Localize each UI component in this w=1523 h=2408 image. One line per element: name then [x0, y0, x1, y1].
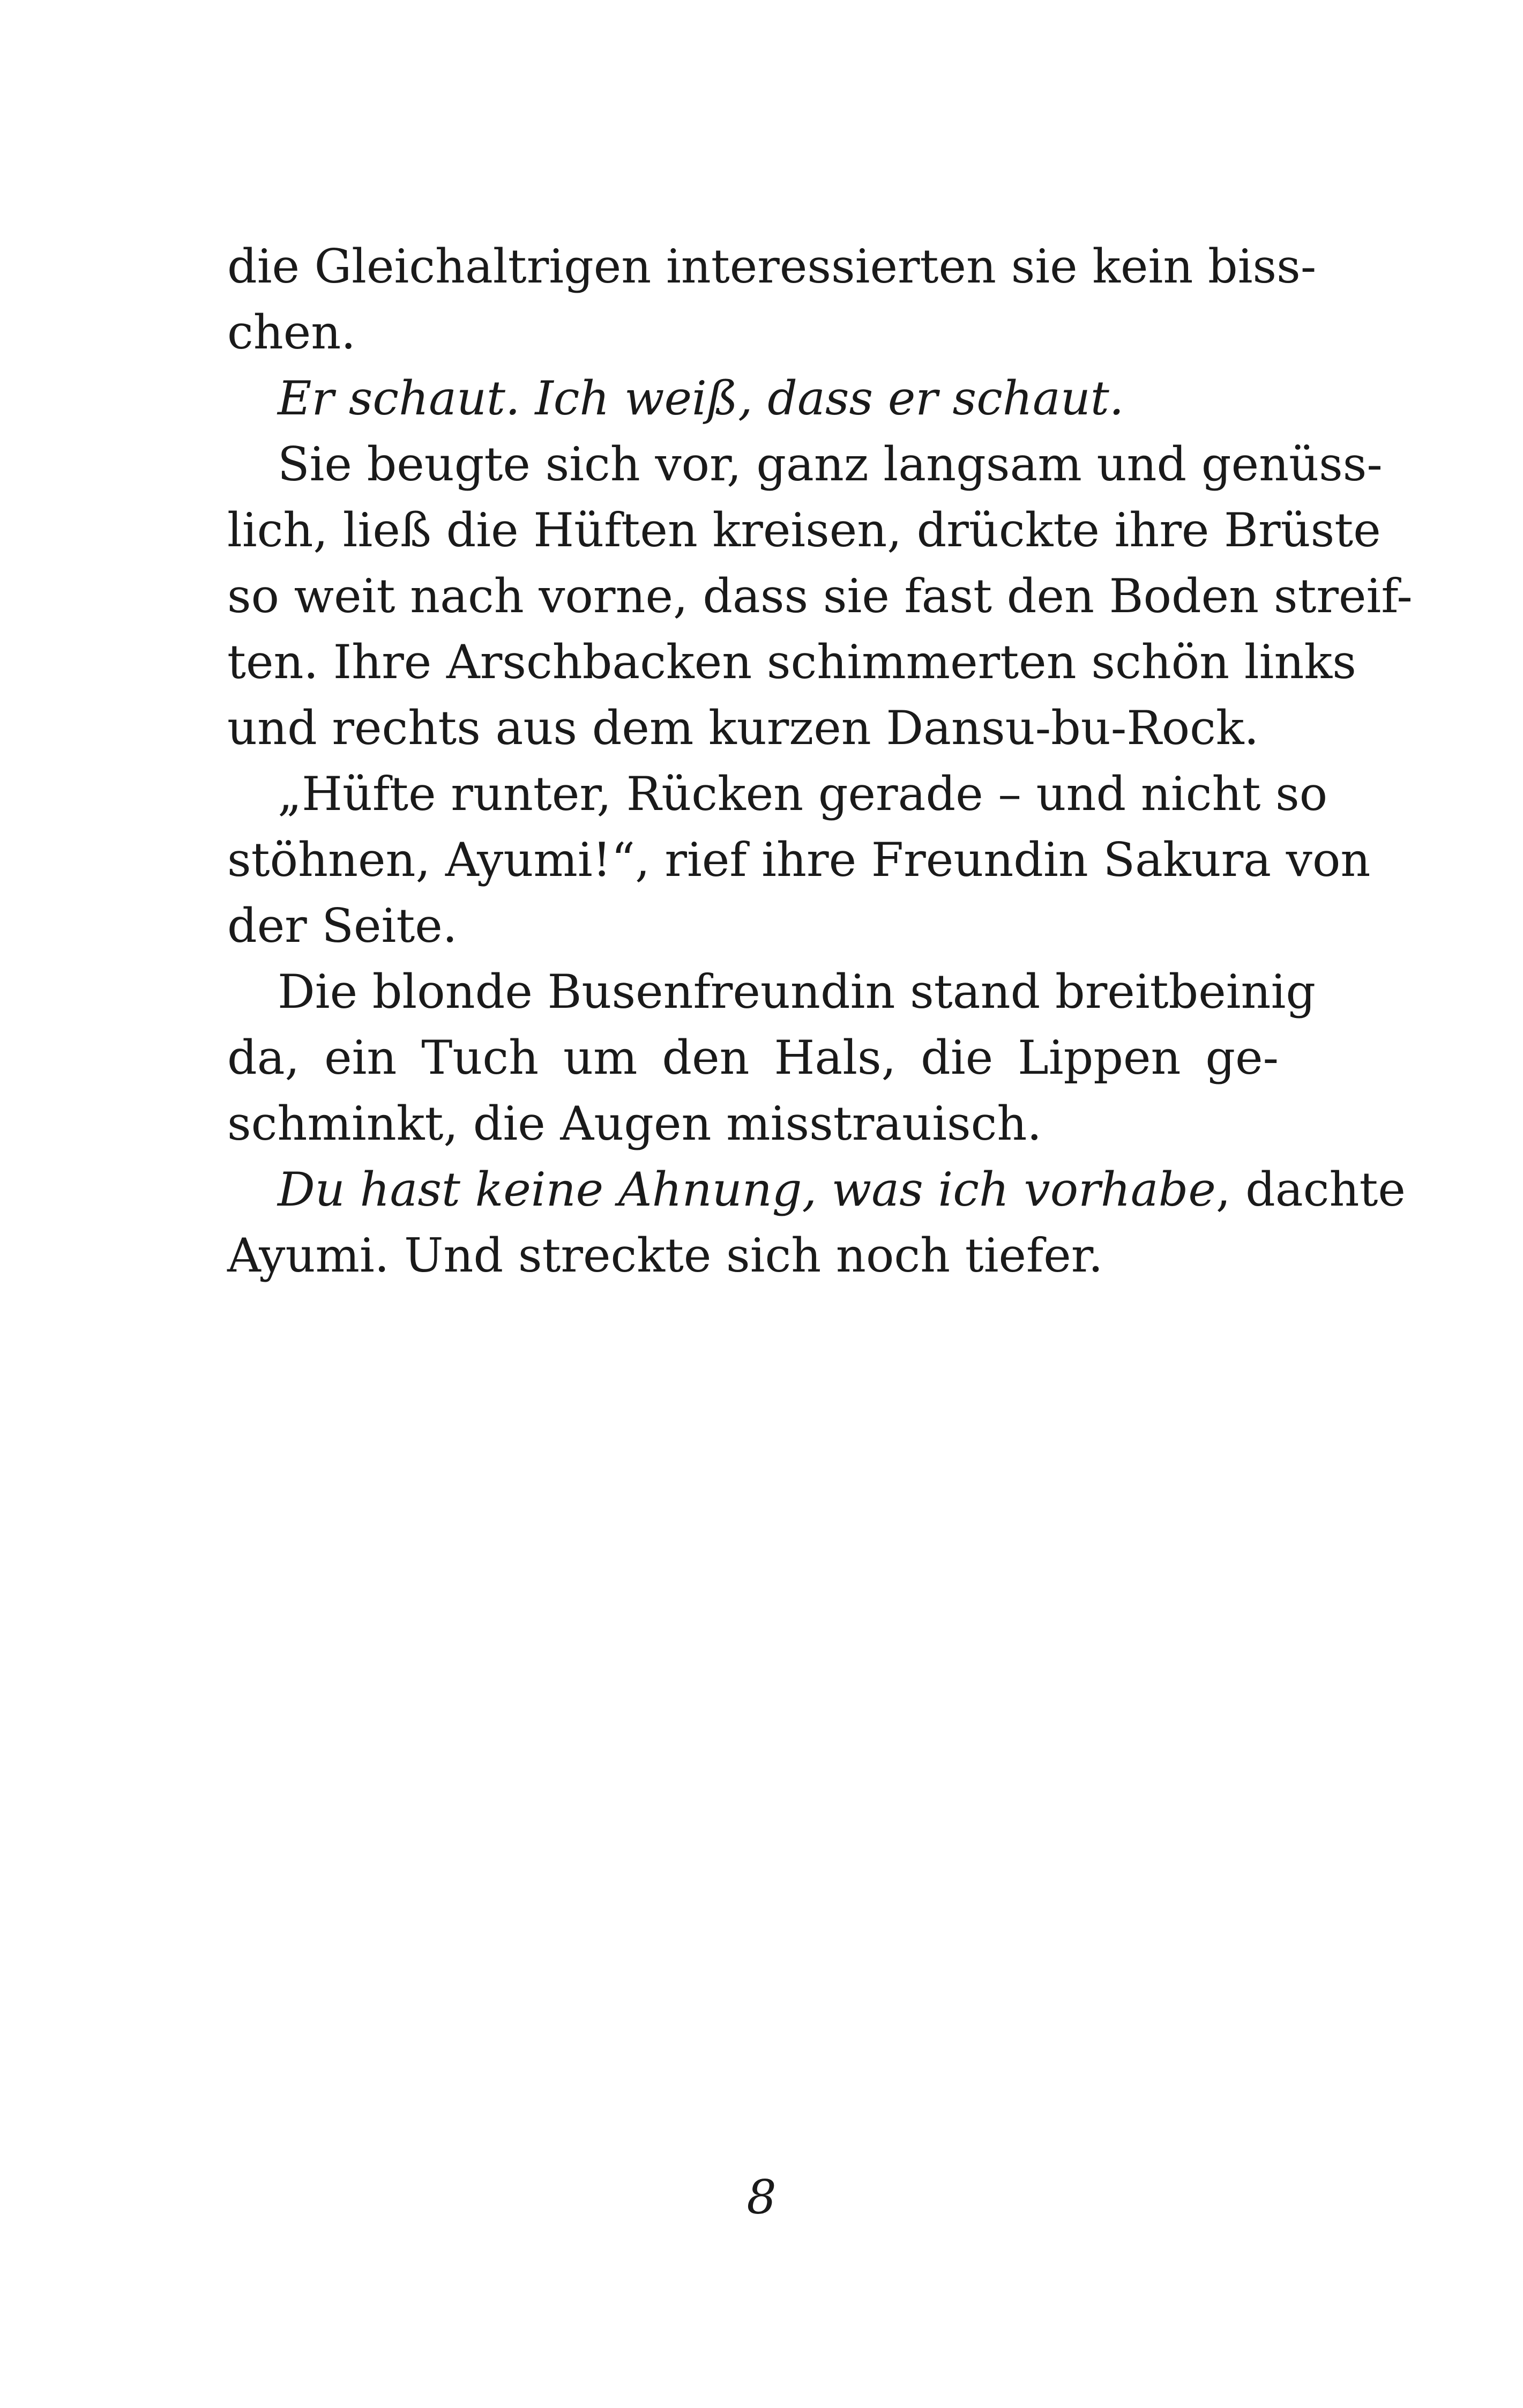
text-line: so weit nach vorne, dass sie fast den Boden streif-	[227, 569, 1413, 623]
text-run: , dachte	[1215, 1162, 1406, 1217]
text-line: schminkt, die Augen misstrauisch.	[227, 1096, 1042, 1151]
text-line: die Gleichaltrigen interessierten sie kein biss-	[227, 239, 1317, 294]
page-number: 8	[746, 2170, 777, 2225]
text-line: Ayumi. Und streckte sich noch tiefer.	[227, 1228, 1103, 1283]
text-line: stöhnen, Ayumi!“, rief ihre Freundin Sakura von	[227, 833, 1371, 887]
text-line	[227, 1157, 1406, 1223]
text-line: da, ein Tuch um den Hals, die Lippen ge-	[227, 1030, 1279, 1085]
text-line: „Hüfte runter, Rücken gerade – und nicht so	[278, 767, 1328, 821]
text-line: Er schaut. Ich weiß, dass er schaut.	[278, 371, 1124, 426]
text-line: und rechts aus dem kurzen Dansu-bu-Rock.	[227, 701, 1259, 755]
text-line: lich, ließ die Hüften kreisen, drückte ihre Brüste	[227, 503, 1381, 558]
text-line: ten. Ihre Arschbacken schimmerten schön links	[227, 635, 1356, 689]
text-line: chen.	[227, 305, 356, 360]
text-line: der Seite.	[227, 898, 458, 953]
body-text	[227, 234, 1413, 1289]
italic-phrase: Du hast keine Ahnung, was ich vorhabe	[278, 1162, 1216, 1217]
text-line: Sie beugte sich vor, ganz langsam und genüss-	[278, 437, 1383, 492]
text-line: Die blonde Busenfreundin stand breitbeinig	[278, 964, 1316, 1019]
